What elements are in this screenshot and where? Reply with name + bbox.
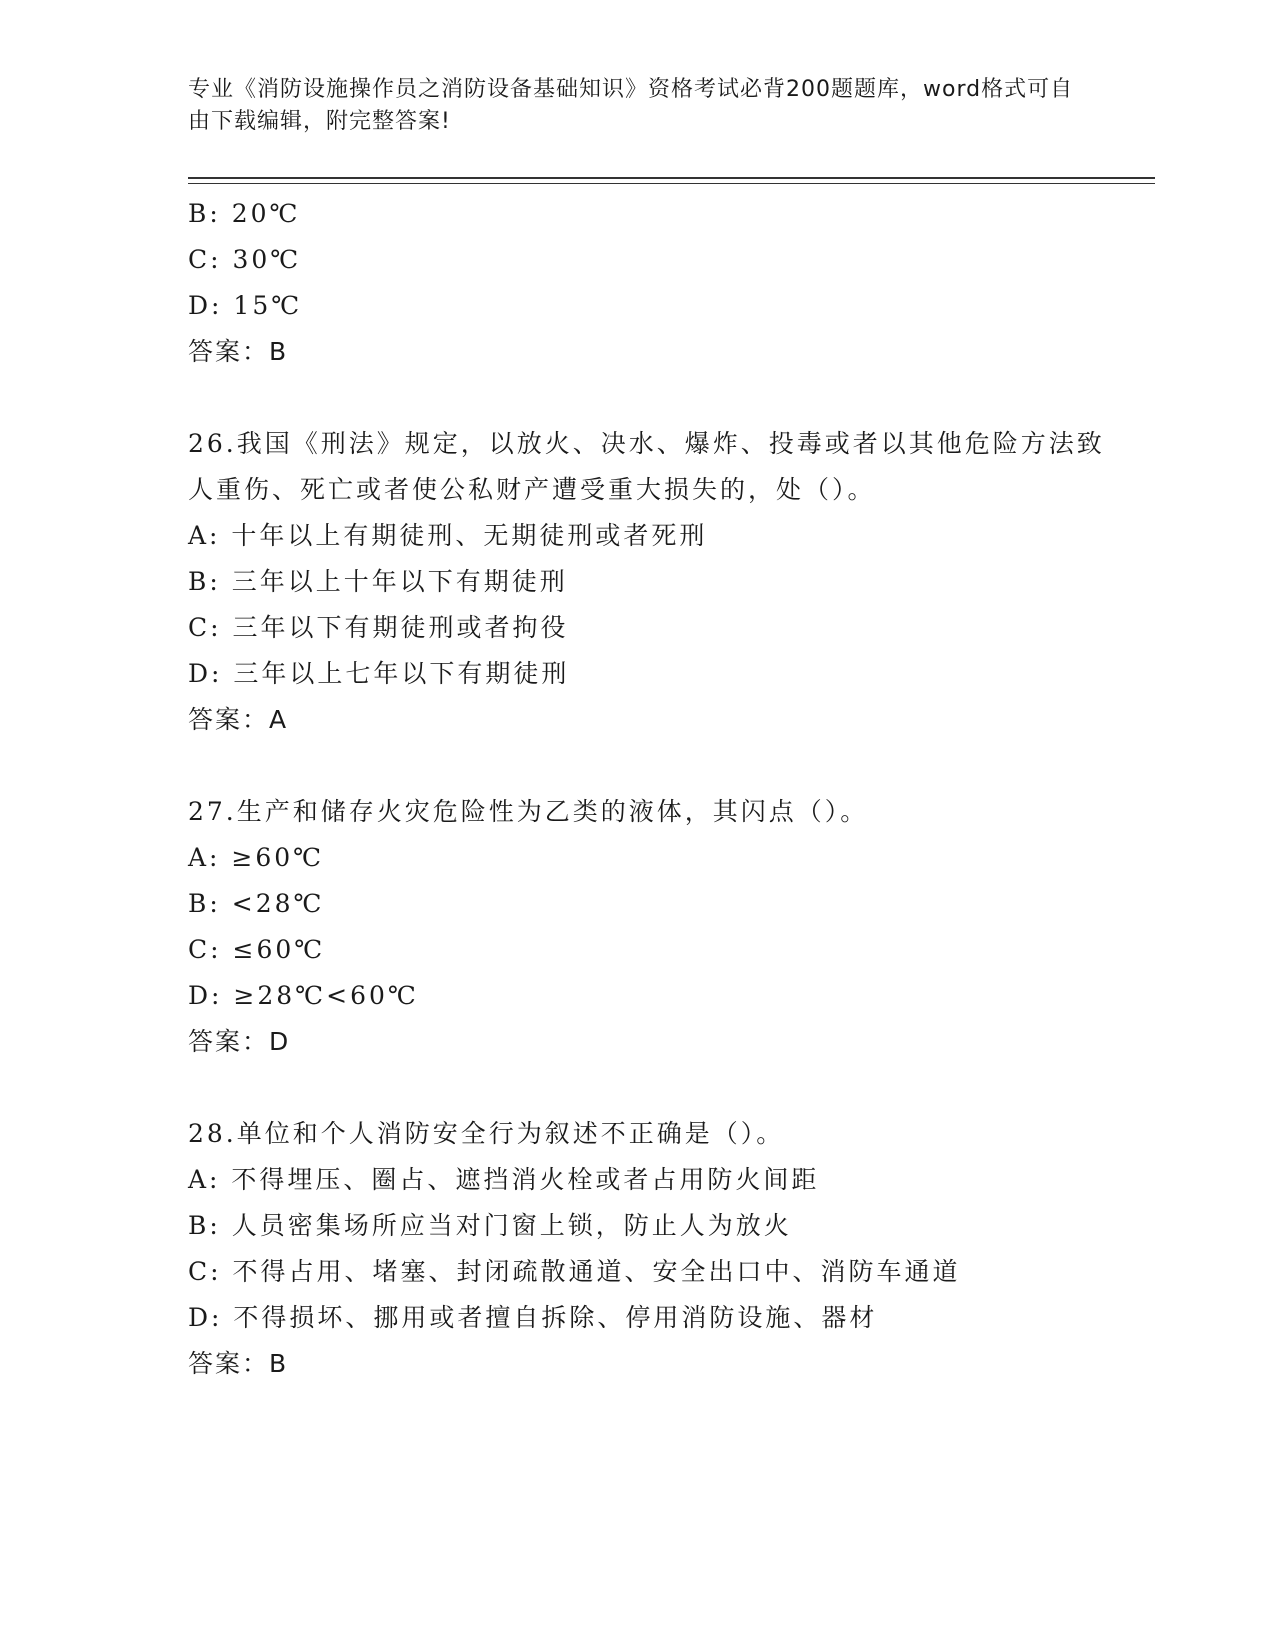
option-c: C: 三年以下有期徒刑或者拘役: [188, 613, 569, 642]
question-stem: 26.我国《刑法》规定，以放火、决水、爆炸、投毒或者以其他危险方法致人重伤、死亡或者使公私财产遭受重大损失的，处（）。: [188, 429, 1105, 504]
header-rule-thick: [188, 177, 1155, 179]
option-d: D: 不得损坏、挪用或者擅自拆除、停用消防设施、器材: [188, 1303, 878, 1332]
option-b: B: 三年以上十年以下有期徒刑: [188, 567, 568, 596]
question-27: [188, 789, 1128, 1065]
option-a: A: ≥60℃: [188, 843, 325, 872]
option-b: B: 人员密集场所应当对门窗上锁，防止人为放火: [188, 1211, 792, 1240]
answer: 答案：A: [188, 705, 289, 734]
spacer: [188, 375, 1128, 421]
option-d: D: 15℃: [188, 291, 303, 320]
spacer: [188, 1065, 1128, 1111]
question-list: [188, 191, 1128, 1387]
option-c: C: 不得占用、堵塞、封闭疏散通道、安全出口中、消防车通道: [188, 1257, 961, 1286]
option-d: D: 三年以上七年以下有期徒刑: [188, 659, 570, 688]
answer: 答案：B: [188, 337, 289, 366]
question-stem: 27.生产和储存火灾危险性为乙类的液体，其闪点（）。: [188, 797, 869, 826]
document-header: 专业《消防设施操作员之消防设备基础知识》资格考试必背200题题库，word格式可自由下载编辑，附完整答案!: [188, 77, 1074, 134]
option-b: B: 20℃: [188, 199, 301, 228]
option-c: C: 30℃: [188, 245, 302, 274]
answer: 答案：D: [188, 1027, 291, 1056]
question-26: [188, 421, 1128, 743]
answer: 答案：B: [188, 1349, 289, 1378]
question-28: [188, 1111, 1128, 1387]
option-d: D: ≥28℃<60℃: [188, 981, 419, 1010]
option-c: C: ≤60℃: [188, 935, 326, 964]
option-a: A: 十年以上有期徒刑、无期徒刑或者死刑: [188, 521, 708, 550]
option-b: B: <28℃: [188, 889, 325, 918]
header-rule-thin: [188, 183, 1155, 184]
question-stem: 28.单位和个人消防安全行为叙述不正确是（）。: [188, 1119, 785, 1148]
question-partial: [188, 191, 1128, 375]
option-a: A: 不得埋压、圈占、遮挡消火栓或者占用防火间距: [188, 1165, 820, 1194]
spacer: [188, 743, 1128, 789]
